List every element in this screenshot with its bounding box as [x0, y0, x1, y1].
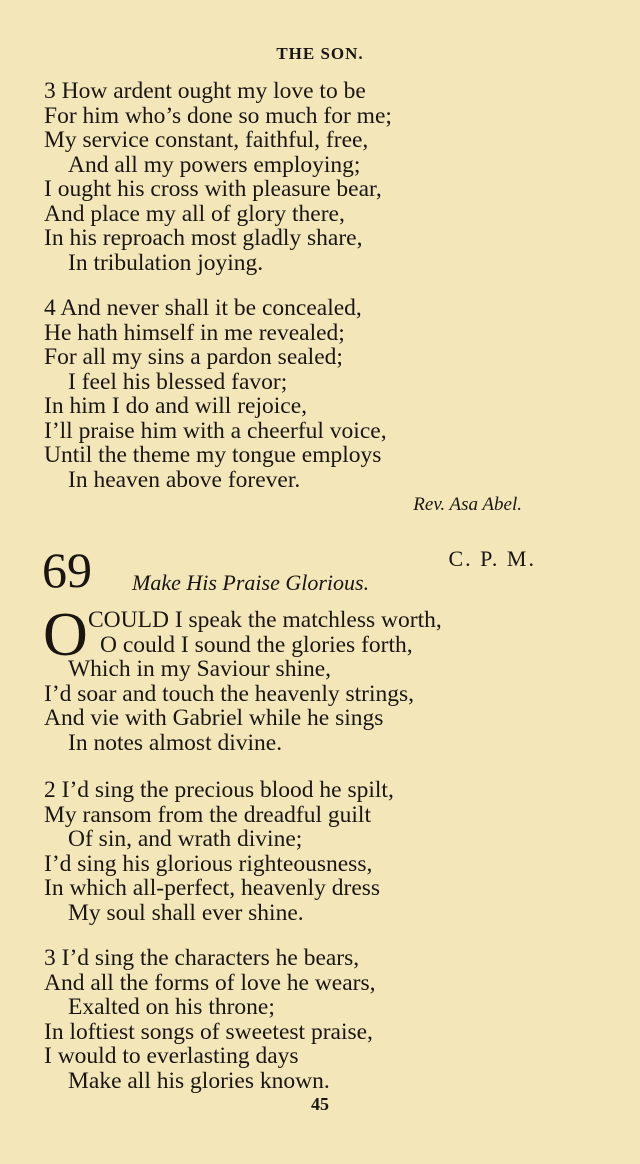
verse-line: My ransom from the dreadful guilt [44, 801, 371, 828]
verse-line: And all my powers employing; [68, 151, 361, 178]
hymn-number: 69 [42, 542, 92, 598]
stanza-4 [44, 296, 604, 492]
verse-line: And all the forms of love he wears, [44, 969, 376, 996]
running-head: THE SON. [276, 44, 364, 63]
hymn-verse-2 [44, 778, 604, 925]
verse-line: 3 How ardent ought my love to be [44, 78, 366, 104]
verse-line: In notes almost divine. [68, 729, 283, 756]
verse-line: Of sin, and wrath divine; [68, 826, 303, 852]
drop-cap: O [43, 601, 88, 669]
verse-line: He hath himself in me revealed; [44, 319, 345, 346]
hymn-verse-1 [44, 608, 604, 755]
verse-line: I’d sing his glorious righteousness, [44, 850, 373, 877]
verse-line: 3 I’d sing the characters he bears, [44, 945, 360, 971]
verse-line: In him I do and will rejoice, [44, 393, 307, 419]
verse-line: Until the theme my tongue employs [44, 442, 382, 468]
verse-line: In loftiest songs of sweetest praise, [44, 1018, 373, 1045]
verse-line: I’ll praise him with a cheerful voice, [44, 417, 387, 444]
verse-line: In tribulation joying. [68, 249, 264, 276]
verse-line: I feel his blessed favor; [68, 368, 288, 395]
hymn-verse-3 [44, 946, 604, 1093]
verse-line: For all my sins a pardon sealed; [44, 344, 343, 370]
verse-line: Make all his glories known. [68, 1067, 330, 1094]
verse-line: And place my all of glory there, [44, 200, 345, 227]
verse-line: My soul shall ever shine. [68, 899, 304, 926]
verse-line: For him who’s done so much for me; [44, 102, 392, 129]
stanza-3 [44, 79, 604, 275]
hymn-title: Make His Praise Glorious. [132, 570, 370, 595]
verse-line: 2 I’d sing the precious blood he spilt, [44, 777, 394, 803]
verse-line: And vie with Gabriel while he sings [44, 705, 384, 731]
verse-line: Which in my Saviour shine, [68, 656, 332, 682]
page-number: 45 [311, 1094, 329, 1114]
hymn-meter: C. P. M. [448, 546, 536, 571]
verse-line: My service constant, faithful, free, [44, 127, 369, 153]
verse-line: O could I sound the glories forth, [100, 631, 413, 658]
verse-line: 4 And never shall it be concealed, [44, 295, 362, 321]
verse-line: I ought his cross with pleasure bear, [44, 176, 382, 202]
verse-line: COULD I speak the matchless worth, [88, 607, 442, 633]
verse-line: In which all-perfect, heavenly dress [44, 875, 381, 901]
verse-line: I’d soar and touch the heavenly strings, [44, 680, 415, 707]
verse-line: In his reproach most gladly share, [44, 225, 363, 251]
author-attribution: Rev. Asa Abel. [413, 494, 522, 515]
verse-line: In heaven above forever. [68, 466, 301, 493]
verse-line: Exalted on his throne; [68, 994, 275, 1020]
verse-line: I would to everlasting days [44, 1043, 299, 1069]
